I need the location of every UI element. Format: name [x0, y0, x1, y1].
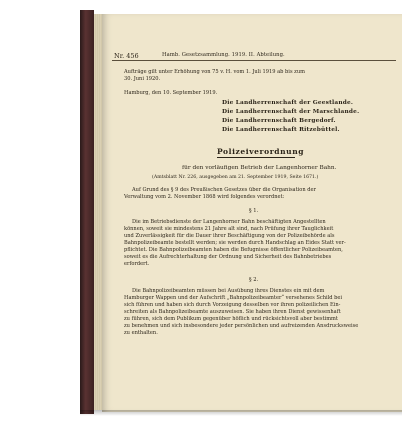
section-1-line: und Zuverlässigkeit für die Dauer ihrer Beschäftigung von der Polizeibehörde als [124, 233, 335, 239]
signatory-1: Die Landherrenschaft der Geestlande. [222, 100, 354, 106]
preamble-line-1: Auf Grund des § 9 des Preußischen Gesetzes über die Organisation der [132, 187, 316, 193]
dateline: Hamburg, den 10. September 1919. [124, 90, 218, 96]
section-2-line: zu enthalten. [124, 330, 158, 336]
intro-line-1: Aufträge gilt unter Erhöhung von 75 v. H. vom 1. Juli 1919 ab bis zum [124, 69, 305, 75]
signatory-3: Die Landherrenschaft Bergedorf. [222, 118, 336, 124]
ordinance-subtitle: für den vorläufigen Betrieb der Langenhorner Bahn. [182, 165, 337, 171]
section-2-line: zu führen, sich dem Publikum gegenüber höflich und rücksichtsvoll aber bestimmt [124, 316, 338, 322]
page-shadow [80, 410, 402, 416]
title-underline [217, 157, 295, 158]
ordinance-title: Polizeiverordnung [217, 147, 305, 156]
section-1-line: erfordert. [124, 261, 150, 267]
preamble-line-2: Verwaltung vom 2. November 1868 wird folgendes verordnet: [124, 194, 285, 200]
signatory-4: Die Landherrenschaft Ritzebüttel. [222, 127, 340, 133]
intro-line-2: 30. Juni 1920. [124, 76, 161, 82]
header-rule [112, 60, 396, 61]
section-2-label: § 2. [249, 277, 259, 283]
page-stack-edge [94, 14, 102, 410]
section-2-line: Hamburger Wappen und der Aufschrift „Bahnpolizeibeamter“ versehenes Schild bei [124, 295, 343, 301]
section-2-line: schreiten als Bahnpolizeibeamte auszuweisen. Sie haben ihren Dienst gewissenhaft [124, 309, 341, 315]
section-1-line: Bahnpolizeibeamte bestellt werden; sie werden durch Handschlag an Eides Statt ver- [124, 240, 346, 246]
document-page [102, 14, 402, 412]
section-1-line: soweit es die Aufrechterhaltung der Ordnung und Sicherheit des Bahnbetriebes [124, 254, 332, 260]
publication-note: (Amtsblatt Nr. 226, ausgegeben am 21. September 1919, Seite 1671.) [152, 175, 319, 180]
running-title: Hamb. Gesetzsammlung. 1919. II. Abteilung. [162, 52, 285, 58]
section-1-label: § 1. [249, 208, 259, 214]
section-2-line: sich führen und haben sich durch Vorzeigung desselben vor ihren polizeilichen Ein- [124, 302, 341, 308]
signatory-2: Die Landherrenschaft der Marschlande. [222, 109, 360, 115]
section-2-line: Die Bahnpolizeibeamten müssen bei Ausübung ihres Dienstes ein mit dem [132, 288, 325, 294]
book-spine-edge [80, 10, 94, 414]
section-2-line: zu benehmen und sich insbesondere jeder persönlichen und aufreizenden Ansdrucksweise [124, 323, 359, 329]
section-1-line: Die im Betriebsdienste der Langenhorner Bahn beschäftigten Angestellten [132, 219, 326, 225]
section-1-line: pflichtet. Die Bahnpolizeibeamten haben die Befugnisse öffentlicher Polizeibeamten, [124, 247, 343, 253]
section-1-line: können, soweit sie mindestens 21 Jahre alt sind, nach Prüfung ihrer Tauglichkeit [124, 226, 334, 232]
page-number: Nr. 456 [114, 52, 139, 60]
